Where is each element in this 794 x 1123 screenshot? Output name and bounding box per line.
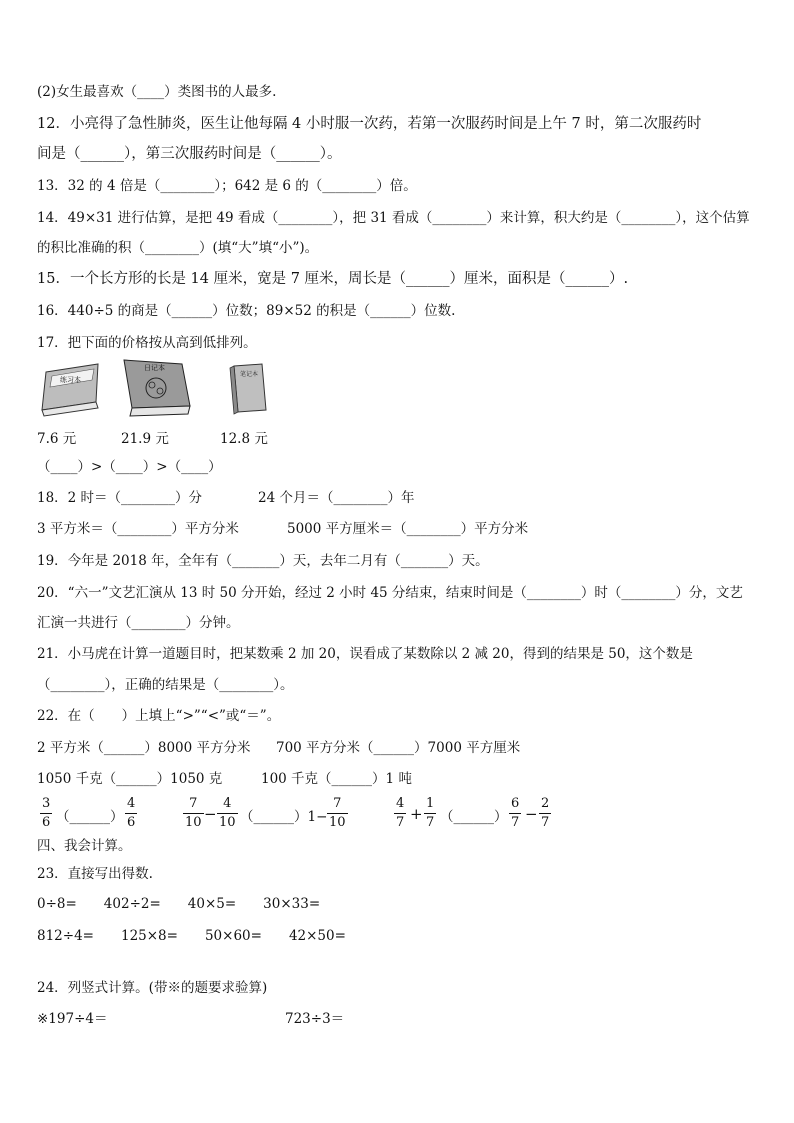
question-24: 24．列竖式计算。(带※的题要求验算) bbox=[37, 980, 268, 996]
question-18-item-1: 18．2 时＝（________）分 bbox=[37, 490, 203, 506]
fraction-4-10: 4 10 bbox=[219, 796, 236, 830]
notebook-image bbox=[230, 364, 266, 414]
fraction-7-10-a: 7 10 bbox=[185, 796, 202, 830]
diary-cover-text: 日记本 bbox=[144, 364, 165, 372]
fraction-4-6: 4 6 bbox=[127, 796, 136, 830]
question-14-line-1: 14．49×31 进行估算，是把 49 看成（________），把 31 看成（________）来计算，积大约是（________），这个估算 bbox=[37, 210, 750, 226]
section-4-heading: 四、我会计算。 bbox=[37, 838, 132, 854]
exercise-book-cover-text: 练习本 bbox=[60, 376, 81, 384]
question-20-line-1: 20．“六一”文艺汇演从 13 时 50 分开始，经过 2 小时 45 分结束，结束时间是（________）时（________）分，文艺 bbox=[37, 585, 743, 601]
fraction-1-7: 1 7 bbox=[426, 796, 435, 830]
fraction-blank-2: （______）1− bbox=[240, 809, 328, 825]
question-15: 15．一个长方形的长是 14 厘米，宽是 7 厘米，周长是（______）厘米，面积是（______）. bbox=[37, 271, 629, 287]
question-14-line-2: 的积比准确的积（________）(填“大”填“小”)。 bbox=[37, 240, 319, 256]
question-12-line-2: 间是（______），第三次服药时间是（______）。 bbox=[37, 146, 342, 162]
question-22-item-3: 1050 千克（______）1050 克 bbox=[37, 771, 223, 787]
question-24-item-2: 723÷3＝ bbox=[285, 1011, 345, 1027]
question-16: 16．440÷5 的商是（______）位数；89×52 的积是（______）位数. bbox=[37, 303, 456, 319]
fraction-blank-3: （______） bbox=[440, 809, 508, 825]
question-18-item-3: 3 平方米＝（________）平方分米 bbox=[37, 521, 239, 537]
exercise-book-image bbox=[42, 364, 98, 416]
question-22-item-1: 2 平方米（______）8000 平方分米 bbox=[37, 740, 251, 756]
question-23: 23．直接写出得数. bbox=[37, 866, 153, 882]
fraction-2-7: 2 7 bbox=[541, 796, 550, 830]
fraction-6-7: 6 7 bbox=[511, 796, 520, 830]
question-12-line-1: 12．小亮得了急性肺炎，医生让他每隔 4 小时服一次药，若第一次服药时间是上午 7 时，第二次服药时 bbox=[37, 116, 702, 132]
question-23-row-2: 812÷4= 125×8= 50×60= 42×50= bbox=[37, 928, 346, 944]
fraction-7-10-b: 7 10 bbox=[329, 796, 346, 830]
question-21-line-1: 21．小马虎在计算一道题目时，把某数乘 2 加 20，误看成了某数除以 2 减 20，得到的结果是 50，这个数是 bbox=[37, 646, 693, 662]
price-diary: 21.9 元 bbox=[121, 431, 169, 447]
question-19: 19．今年是 2018 年，全年有（_______）天，去年二月有（_______）天。 bbox=[37, 553, 489, 569]
question-13: 13．32 的 4 倍是（________）；642 是 6 的（________）倍。 bbox=[37, 178, 417, 194]
diary-image bbox=[124, 360, 190, 416]
question-22-item-2: 700 平方分米（______）7000 平方厘米 bbox=[276, 740, 521, 756]
question-23-row-1: 0÷8= 402÷2= 40×5= 30×33= bbox=[37, 896, 321, 912]
question-21-line-2: （________），正确的结果是（________）。 bbox=[37, 677, 294, 693]
plus-sign: + bbox=[410, 805, 423, 823]
question-20-line-2: 汇演一共进行（________）分钟。 bbox=[37, 615, 240, 631]
minus-sign-1: − bbox=[204, 805, 217, 823]
fraction-4-7: 4 7 bbox=[396, 796, 405, 830]
books-illustration bbox=[28, 358, 288, 420]
question-18-item-2: 24 个月＝（________）年 bbox=[258, 490, 415, 506]
fraction-blank-1: （______） bbox=[56, 809, 124, 825]
fraction-3-6: 3 6 bbox=[42, 796, 51, 830]
question-18-item-4: 5000 平方厘米＝（________）平方分米 bbox=[287, 521, 529, 537]
price-exercise-book: 7.6 元 bbox=[37, 431, 77, 447]
minus-sign-2: − bbox=[525, 805, 538, 823]
question-17: 17．把下面的价格按从高到低排列。 bbox=[37, 335, 257, 351]
question-22: 22．在（ ）上填上“>”“<”或“＝”。 bbox=[37, 708, 281, 724]
price-notebook: 12.8 元 bbox=[220, 431, 268, 447]
question-17-order-blanks: （____）>（____）>（____） bbox=[37, 459, 222, 475]
notebook-cover-text: 笔记本 bbox=[240, 371, 259, 378]
question-22-item-4: 100 千克（______）1 吨 bbox=[261, 771, 412, 787]
question-24-item-1: ※197÷4＝ bbox=[37, 1011, 108, 1027]
question-11-part-2: (2)女生最喜欢（____）类图书的人最多. bbox=[37, 84, 277, 100]
